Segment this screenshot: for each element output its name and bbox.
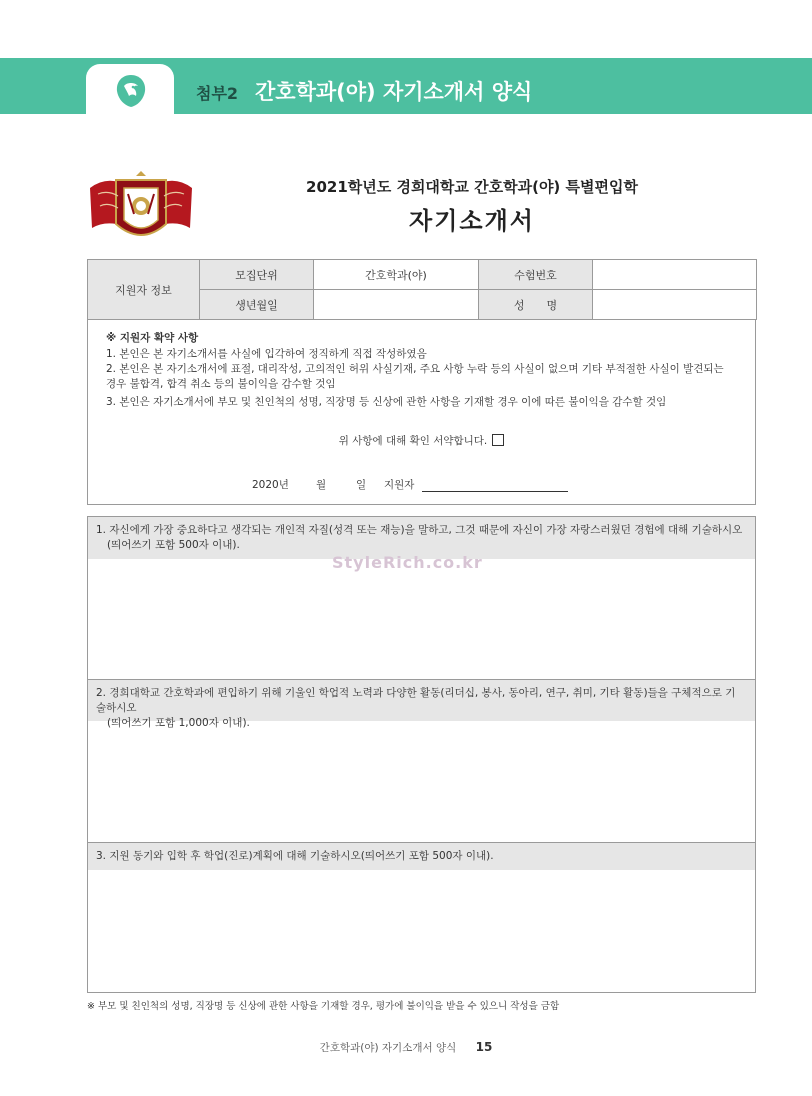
question-1-limit: (띄어쓰기 포함 500자 이내). bbox=[107, 539, 240, 551]
question-3-text: 3. 지원 동기와 입학 후 학업(진로)계획에 대해 기술하시오(띄어쓰기 포함 500자 이내). bbox=[96, 850, 494, 862]
logo-tab bbox=[86, 64, 174, 114]
name-label: 성 명 bbox=[479, 290, 593, 320]
applicant-pledge-section bbox=[87, 319, 756, 505]
birthdate-field[interactable] bbox=[314, 290, 479, 320]
page-footer bbox=[0, 1040, 812, 1055]
sign-day: 일 bbox=[356, 479, 367, 491]
name-field[interactable] bbox=[593, 290, 757, 320]
footer-label: 간호학과(야) 자기소개서 양식 bbox=[319, 1042, 457, 1054]
watermark: StyleRich.co.kr bbox=[332, 553, 483, 572]
sign-year: 2020년 bbox=[252, 479, 289, 491]
lion-logo-icon bbox=[112, 72, 150, 110]
essay-questions-box bbox=[87, 516, 756, 993]
exam-number-label: 수험번호 bbox=[479, 260, 593, 290]
pledge-confirm-text: 위 사항에 대해 확인 서약합니다. bbox=[338, 435, 488, 447]
sign-month: 월 bbox=[316, 479, 327, 491]
question-3-header bbox=[88, 842, 755, 870]
applicant-info-label: 지원자 정보 bbox=[88, 260, 200, 320]
answer-3-area[interactable] bbox=[88, 870, 755, 992]
attachment-title: 간호학과(야) 자기소개서 양식 bbox=[255, 80, 533, 104]
pledge-checkbox[interactable] bbox=[492, 434, 504, 446]
document-title: 자기소개서 bbox=[409, 207, 535, 235]
answer-1-area[interactable] bbox=[88, 559, 755, 679]
attachment-heading bbox=[196, 76, 532, 106]
pledge-item: 3. 본인은 자기소개서에 부모 및 친인척의 성명, 직장명 등 신상에 관한 사항을 기재할 경우 이에 따른 불이익을 감수할 것임 bbox=[106, 396, 667, 408]
footnote: ※ 부모 및 친인척의 성명, 직장명 등 신상에 관한 사항을 기재할 경우, 평가에 불이익을 받을 수 있으니 작성을 금함 bbox=[87, 1001, 560, 1012]
pledge-heading: ※ 지원자 확약 사항 bbox=[106, 332, 199, 344]
recruit-unit-label: 모집단위 bbox=[200, 260, 314, 290]
pledge-item: 1. 본인은 본 자기소개서를 사실에 입각하여 정직하게 직접 작성하였음 bbox=[106, 348, 427, 360]
attachment-number: 첨부2 bbox=[196, 84, 239, 103]
sign-applicant-label: 지원자 bbox=[384, 479, 415, 491]
question-1-text: 1. 자신에게 가장 중요하다고 생각되는 개인적 자질(성격 또는 재능)을 말하고, 그것 때문에 자신이 가장 자랑스러웠던 경험에 대해 기술하시오 bbox=[96, 524, 743, 536]
page-number: 15 bbox=[475, 1040, 493, 1054]
university-emblem-icon bbox=[86, 170, 196, 246]
applicant-info-table bbox=[87, 259, 757, 320]
recruit-unit-field[interactable]: 간호학과(야) bbox=[314, 260, 479, 290]
document-subtitle: 2021학년도 경희대학교 간호학과(야) 특별편입학 bbox=[306, 178, 638, 196]
birthdate-label: 생년월일 bbox=[200, 290, 314, 320]
pledge-item: 2. 본인은 본 자기소개서에 표절, 대리작성, 고의적인 허위 사실기재, 주요 사항 누락 등의 사실이 없으며 기타 부적절한 사실이 발견되는 경우 불합격, 합격 취소 등의 불이익을 감수할 것임 bbox=[106, 363, 724, 390]
pledge-confirm bbox=[88, 433, 755, 448]
question-2-header bbox=[88, 679, 755, 729]
exam-number-field[interactable] bbox=[593, 260, 757, 290]
signature-field[interactable] bbox=[422, 491, 568, 492]
question-2-limit: (띄어쓰기 포함 1,000자 이내). bbox=[107, 717, 250, 729]
question-2-text: 2. 경희대학교 간호학과에 편입하기 위해 기울인 학업적 노력과 다양한 활동(리더십, 봉사, 동아리, 연구, 취미, 기타 활동)들을 구체적으로 기술하시오 bbox=[96, 687, 736, 714]
answer-2-area[interactable] bbox=[88, 721, 755, 841]
